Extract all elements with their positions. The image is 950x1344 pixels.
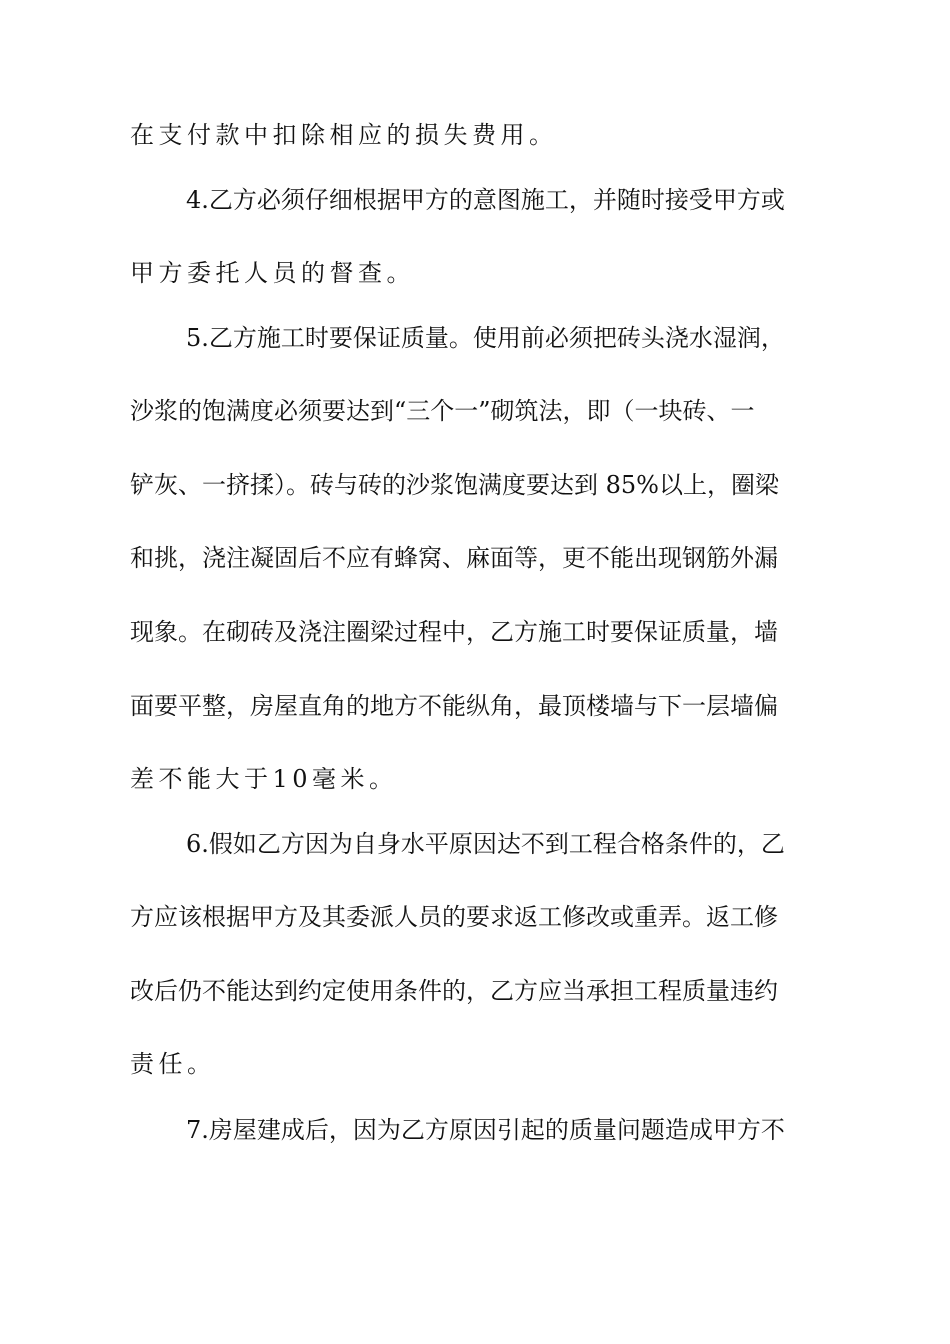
clause-5-line-7: 差不能大于10毫米。 <box>130 765 398 793</box>
clause-5-line-5: 现象。在砌砖及浇注圈梁过程中，乙方施工时要保证质量，墙 <box>130 618 778 646</box>
clause-6-line-2: 方应该根据甲方及其委派人员的要求返工修改或重弄。返工修 <box>130 903 778 931</box>
clause-6-line-4: 责任。 <box>130 1050 216 1078</box>
clause-6-line-1: 6.假如乙方因为自身水平原因达不到工程合格条件的，乙 <box>186 830 785 858</box>
clause-5-line-1: 5.乙方施工时要保证质量。使用前必须把砖头浇水湿润， <box>186 324 785 352</box>
clause-4-line-1: 4.乙方必须仔细根据甲方的意图施工，并随时接受甲方或 <box>186 186 785 214</box>
clause-5-line-4: 和挑，浇注凝固后不应有蜂窝、麻面等，更不能出现钢筋外漏 <box>130 544 778 572</box>
clause-6-line-3: 改后仍不能达到约定使用条件的，乙方应当承担工程质量违约 <box>130 977 778 1005</box>
clause-5-line-6: 面要平整，房屋直角的地方不能纵角，最顶楼墙与下一层墙偏 <box>130 692 778 720</box>
clause-7-line-1: 7.房屋建成后，因为乙方原因引起的质量问题造成甲方不 <box>186 1116 785 1144</box>
text-line-1: 在支付款中扣除相应的损失费用。 <box>130 121 558 149</box>
clause-5-line-3: 铲灰、一挤揉）。砖与砖的沙浆饱满度要达到 85%以上，圈梁 <box>130 471 779 499</box>
clause-4-line-2: 甲方委托人员的督查。 <box>130 259 415 287</box>
clause-5-line-2: 沙浆的饱满度必须要达到“三个一”砌筑法，即（一块砖、一 <box>130 397 755 425</box>
